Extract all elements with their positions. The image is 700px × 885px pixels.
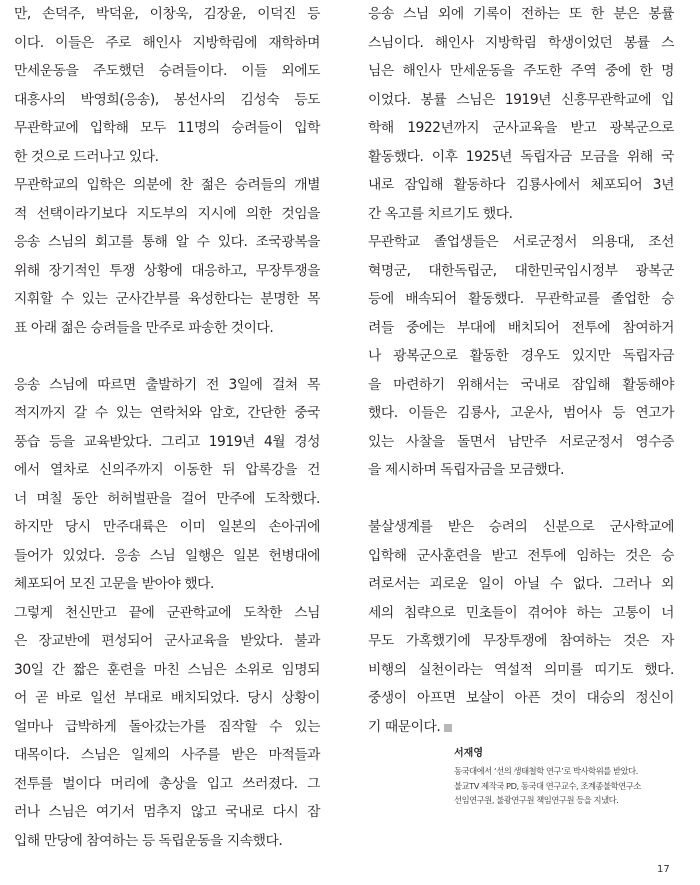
text-line: 대흥사의 박영희(응송), 봉선사의 김성숙 등도 bbox=[14, 91, 320, 108]
text-line: 은 장교반에 편성되어 군사교육을 받았다. 불과 bbox=[14, 633, 320, 649]
text-line-final bbox=[368, 713, 674, 742]
text-line: 체포되어 모진 고문을 받아야 했다. bbox=[14, 576, 214, 592]
text-line: 에서 열차로 신의주까지 이동한 뒤 압록강을 건 bbox=[14, 462, 320, 478]
text-line: 내로 잠입해 활동하다 김룡사에서 체포되어 3년 bbox=[368, 177, 674, 193]
text-line: 비행의 실천이라는 역설적 의미를 띠기도 했다. bbox=[368, 661, 674, 678]
text-line: 있는 사찰을 돌면서 남만주 서로군정서 영수증 bbox=[368, 433, 674, 450]
text-line: 스님이다. 해인사 지방학림 학생이었던 봉률 스 bbox=[368, 34, 674, 51]
text-line: 풍습 등을 교육받았다. 그리고 1919년 4월 경성 bbox=[14, 433, 320, 450]
text-line: 중생이 아프면 보살이 아픈 것이 대승의 정신이 bbox=[368, 690, 674, 706]
text-line: 하지만 당시 만주대륙은 이미 일본의 손아귀에 bbox=[14, 519, 320, 535]
text-line: 혁명군, 대한독립군, 대한민국임시정부 광복군 bbox=[368, 262, 674, 279]
text-line: 나 광복군으로 활동한 경우도 있지만 독립자금 bbox=[368, 348, 674, 364]
paragraph bbox=[368, 513, 674, 741]
text-line: 불살생계를 받은 승려의 신분으로 군사학교에 bbox=[368, 519, 674, 535]
text-line: 활동했다. 이후 1925년 독립자금 모금을 위해 국 bbox=[368, 148, 674, 165]
text-line: 세의 침략으로 민초들이 겪어야 하는 고통이 너 bbox=[368, 604, 674, 621]
text-line: 이다. 이들은 주로 해인사 지방학림에 재학하며 bbox=[14, 34, 320, 51]
author-bio-line: 선임연구원, 불광연구원 책임연구원 등을 지냈다. bbox=[454, 795, 619, 806]
paragraph-gap bbox=[14, 342, 320, 371]
text-line: 간 옥고를 치르기도 했다. bbox=[368, 205, 513, 222]
text-line: 했다. 이들은 김룡사, 고운사, 범어사 등 연고가 bbox=[368, 405, 674, 421]
page-number: 17 bbox=[657, 864, 670, 875]
text-line: 만세운동을 주도했던 승려들이다. 이들 외에도 bbox=[14, 63, 320, 79]
text-line: 학해 1922년까지 군사교육을 받고 광복군으로 bbox=[368, 120, 674, 136]
paragraph bbox=[14, 371, 320, 599]
paragraph bbox=[368, 228, 674, 485]
left-column bbox=[14, 0, 320, 855]
author-name: 서재영 bbox=[454, 748, 483, 759]
text-line: 입학해 군사훈련을 받고 전투에 임하는 것은 승 bbox=[368, 547, 674, 564]
end-mark-icon bbox=[444, 724, 452, 732]
text-line: 무도 가혹했기에 무장투쟁에 참여하는 것은 자 bbox=[368, 633, 674, 649]
text-line: 님은 해인사 만세운동을 주도한 주역 중에 한 명 bbox=[368, 63, 674, 79]
text-line: 적 선택이라기보다 지도부의 지시에 의한 것임을 bbox=[14, 205, 320, 222]
author-bio-line: 동국대에서 ‘선의 생태철학 연구’로 박사학위를 받았다. bbox=[454, 766, 638, 776]
text-line: 지휘할 수 있는 군사간부를 육성한다는 분명한 목 bbox=[14, 291, 320, 307]
text-line: 입해 만당에 참여하는 등 독립운동을 지속했다. bbox=[14, 832, 283, 849]
text-line: 대목이다. 스님은 일제의 사주를 받은 마적들과 bbox=[14, 747, 320, 763]
paragraph bbox=[368, 0, 674, 228]
text-line: 을 제시하며 독립자금을 모금했다. bbox=[368, 462, 565, 478]
text-line: 려로서는 괴로운 일이 아닐 수 없다. 그러나 외 bbox=[368, 576, 674, 592]
text-line: 적지까지 갈 수 있는 연락처와 암호, 간단한 중국 bbox=[14, 405, 320, 421]
text-line-content: 기 때문이다. bbox=[368, 718, 441, 735]
text-line: 표 아래 젊은 승려들을 만주로 파송한 것이다. bbox=[14, 319, 274, 336]
text-line: 전투를 벌이다 머리에 총상을 입고 쓰러졌다. 그 bbox=[14, 775, 320, 792]
text-line: 러나 스님은 여기서 멈추지 않고 국내로 다시 잠 bbox=[14, 804, 320, 820]
text-line: 만, 손덕주, 박덕윤, 이창욱, 김장윤, 이덕진 등 bbox=[14, 6, 320, 22]
text-line: 응송 스님에 따르면 출발하기 전 3일에 걸쳐 목 bbox=[14, 376, 320, 393]
text-line: 을 마련하기 위해서는 국내로 잠입해 활동해야 bbox=[368, 376, 674, 393]
text-line: 어 곧 바로 일선 부대로 배치되었다. 당시 상황이 bbox=[14, 690, 320, 706]
text-line: 들어가 있었다. 응송 스님 일행은 일본 헌병대에 bbox=[14, 547, 320, 564]
paragraph bbox=[14, 0, 320, 171]
text-line: 응송 스님의 회고를 통해 알 수 있다. 조국광복을 bbox=[14, 234, 320, 250]
text-line: 위해 장기적인 투쟁 상황에 대응하고, 무장투쟁을 bbox=[14, 262, 320, 279]
text-line: 무관학교 졸업생들은 서로군정서 의용대, 조선 bbox=[368, 234, 674, 250]
text-line: 무관학교의 입학은 의분에 찬 젊은 승려들의 개별 bbox=[14, 177, 320, 193]
text-line: 한 것으로 드러나고 있다. bbox=[14, 148, 159, 165]
text-line: 응송 스님 외에 기록이 전하는 또 한 분은 봉률 bbox=[368, 6, 674, 22]
text-line: 30일 간 짧은 훈련을 마친 스님은 소위로 임명되 bbox=[14, 661, 320, 678]
author-bio bbox=[454, 746, 694, 808]
paragraph-gap bbox=[368, 485, 674, 514]
text-line: 그렇게 천신만고 끝에 군관학교에 도착한 스님 bbox=[14, 604, 320, 621]
text-line: 무관학교에 입학해 모두 11명의 승려들이 입학 bbox=[14, 120, 320, 136]
text-line: 려들 중에는 부대에 배치되어 전투에 참여하거 bbox=[368, 319, 674, 336]
author-bio-line: 불교TV 제작국 PD, 동국대 연구교수, 조계종불학연구소 bbox=[454, 780, 641, 791]
right-column bbox=[368, 0, 674, 741]
text-line: 등에 배속되어 활동했다. 무관학교를 졸업한 승 bbox=[368, 291, 674, 307]
text-line: 얼마나 급박하게 돌아갔는가를 짐작할 수 있는 bbox=[14, 718, 320, 735]
paragraph bbox=[14, 599, 320, 856]
text-line: 너 며칠 동안 허허벌판을 걸어 만주에 도착했다. bbox=[14, 490, 320, 507]
text-line: 이었다. 봉률 스님은 1919년 신흥무관학교에 입 bbox=[368, 91, 674, 108]
paragraph bbox=[14, 171, 320, 342]
